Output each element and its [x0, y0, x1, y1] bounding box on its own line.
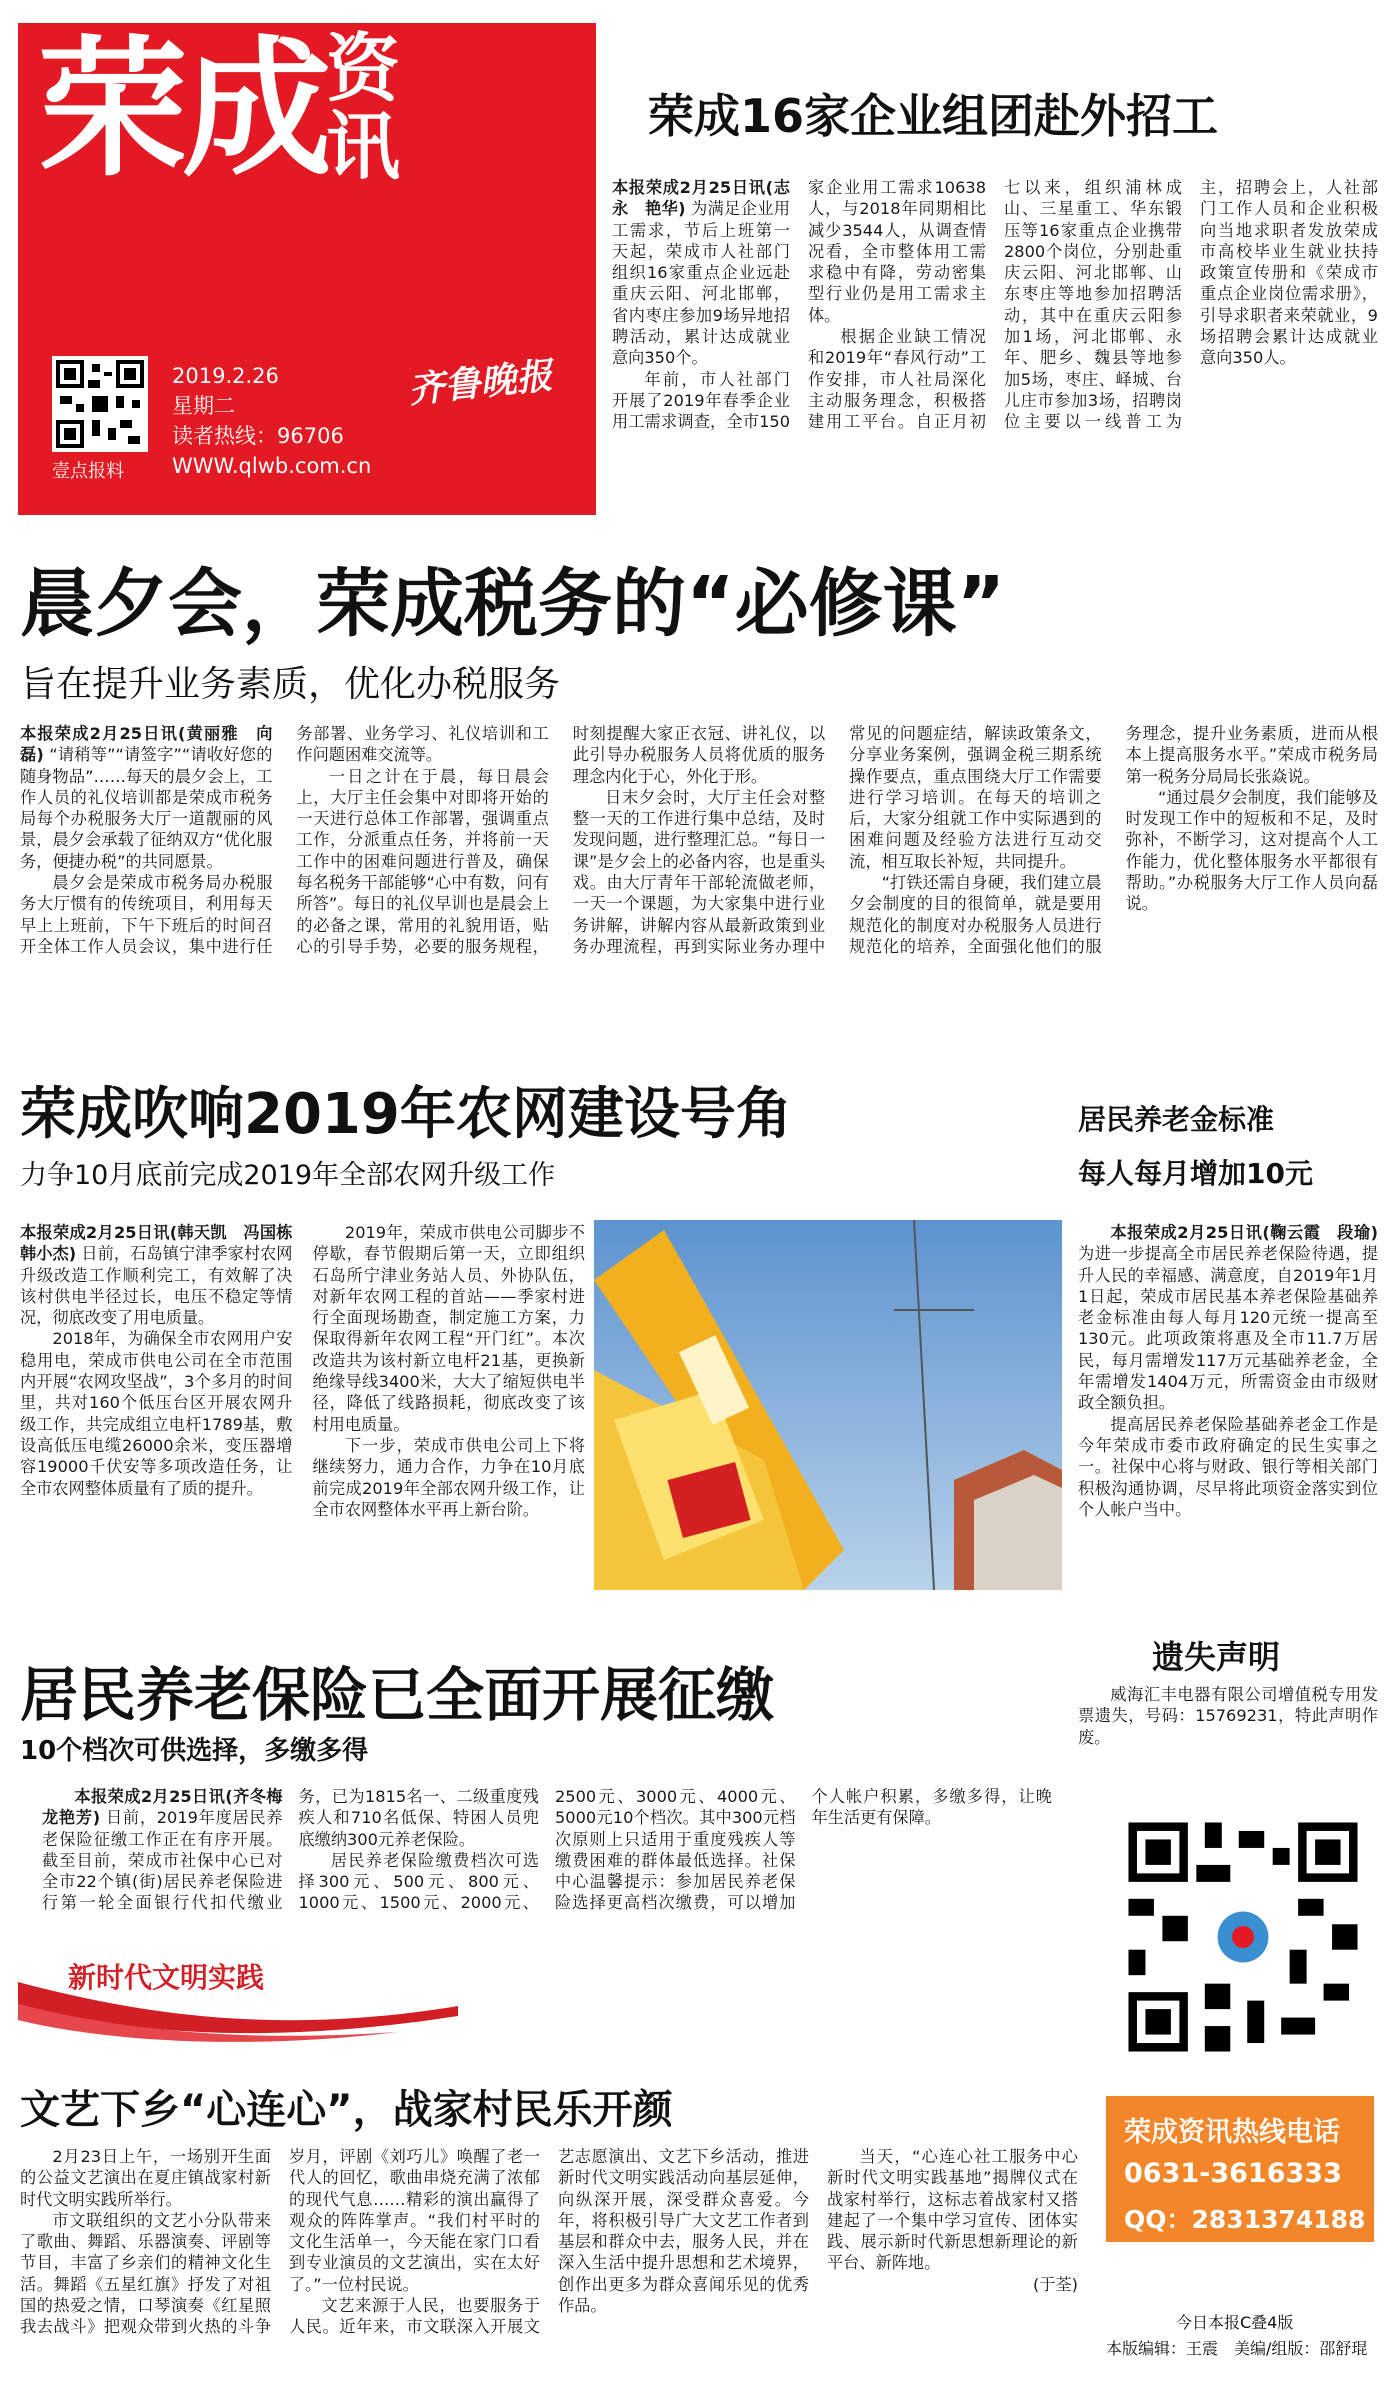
article2-paragraph: 日末夕会时，大厅主任会对整整一天的工作进行集中总结，及时发现问题，进行整理汇总。“每日一课”是夕会上的必备内容，也是重头戏。由大厅青年干部轮流做老师，一天一个课题，为大家集中进行业务讲解，讲解内容从最新政策到业务办理流程，再到实际业务办理中常见的问题症结，解读政策条文，分享业务案例，强调金税三期系统操作要点，重点围绕大厅工作需要进行学习培训。在每天的培训之后，大家分组就工作中实际遇到的困难问题及经验方法进行互动交流，相互取长补短，共同提升。 [572, 724, 1102, 956]
crane-photo-image [594, 1220, 1062, 1590]
article4-headline-line2: 每人每月增加10元 [1078, 1157, 1313, 1190]
masthead-title: 荣成资讯 [38, 30, 406, 190]
hotline-qq: QQ：2831374188 [1124, 2205, 1366, 2234]
article3-subhead: 力争10月底前完成2019年全部农网升级工作 [20, 1160, 556, 1191]
article3-paragraph: 2019年，荣成市供电公司脚步不停歇，春节假期后第一天，立即组织石岛所宁津业务站人员、外协队伍，对新年农网工程的首站——季家村进行全面现场勘查，制定施工方案，力保取得新年农网工程“开门红”。本次改造共为该村新立电杆21基，更换新绝缘导线3400米，大大了缩短供电半径，降低了线路损耗，彻底改变了该村用电质量。 [312, 1223, 585, 1434]
article2-body [20, 723, 1378, 1043]
article4-paragraph: 为进一步提高全市居民养老保险待遇，提升人民的幸福感、满意度，自2019年1月1日起，荣成市居民基本养老保险基础养老金标准由每人每月120元统一提高至130元。此项政策将惠及全市11.7万居民，每月需增发117万元基础养老金，全年需增发1404万元，所需资金由市级财政全额负担。 [1078, 1244, 1378, 1413]
article5-body [42, 1786, 1052, 1932]
banner-label: 新时代文明实践 [68, 1961, 265, 1994]
notice-body [1078, 1684, 1378, 1756]
article2-subhead: 旨在提升业务素质，优化办税服务 [20, 664, 561, 705]
article6-body [20, 2146, 1078, 2382]
article3-headline: 荣成吹响2019年农网建设号角 [20, 1082, 792, 1147]
article2-paragraph: “请稍等”“请签字”“请收好您的随身物品”……每天的晨夕会上，工作人员的礼仪培训都是荣成市税务局每个办税服务大厅一道靓丽的风景，晨夕会承载了征纳双方“优化服务，便捷办税”的共同愿景。 [20, 745, 273, 871]
article2-paragraph: 晨夕会是荣成市税务局办税服务大厅惯有的传统项目，利用每天早上上班前，下午下班后的时间召开全体工作人员会议，集中进行任务部署、业务学习、礼仪培训和工作问题困难交流等。 [20, 724, 549, 956]
article1-headline: 荣成16家企业组团赴外招工 [648, 89, 1219, 143]
article3-photo [594, 1220, 1062, 1590]
article2-paragraph: “打铁还需自身硬，我们建立晨夕会制度的目的很简单，就是要用规范化的制度对办税服务人员进行规范化的培养，全面强化他们的服务理念，提升业务素质，进而从根本上提高服务水平。”荣成市税务局第一税务分局局长张焱说。 [849, 724, 1378, 956]
article5-byline: 本报荣成2月25日讯(齐冬梅 龙艳芳) [42, 1787, 299, 1828]
article6-paragraph: 市文联组织的文艺小分队带来了歌曲、舞蹈、乐器演奏、评剧等节目，丰富了乡亲们的精神文化生活。舞蹈《五星红旗》抒发了对祖国的热爱之情，口琴演奏《红星照我去战斗》把观众带到火热的斗争岁月，评剧《刘巧儿》唤醒了老一代人的回忆，歌曲串烧充满了浓郁的现代气息……精彩的演出赢得了观众的阵阵掌声。“我们村平时的文化生活单一，今天能在家门口看到专业演员的文艺演出，实在太好了。”一位村民说。 [20, 2147, 540, 2337]
qr-caption: 壹点报料 [52, 461, 124, 482]
reader-hotline: 读者热线：96706 [172, 424, 344, 448]
article2-headline: 晨夕会，荣成税务的“必修课” [20, 561, 1006, 647]
article5-headline: 居民养老保险已全面开展征缴 [20, 1661, 775, 1729]
article2-paragraph: 一日之计在于晨，每日晨会上，大厅主任会集中对即将开始的一天进行总体工作部署，强调重点工作，分派重点任务，并将前一天工作中的困难问题进行普及，确保每名税务干部能够“心中有数，问有所答”。每日的礼仪早训也是晨会上的必备之课，常用的礼貌用语，贴心的引导手势，必要的服务规程，时刻提醒大家正衣冠、讲礼仪，以此引导办税服务人员将优质的服务理念内化于心，外化于形。 [296, 724, 826, 956]
article4-headline-line1: 居民养老金标准 [1078, 1103, 1275, 1136]
article5-paragraph: 日前，2019年度居民养老保险征缴工作正在有序开展。截至目前，荣成市社保中心已对全市22个镇(街)居民养老保险进行第一轮全面银行代扣代缴业务，已为1815名一、二级重度残疾人和710名低保、特困人员兜底缴纳300元养老保险。 [42, 1787, 539, 1913]
article1-paragraph: 年前，市人社部门开展了2019年春季企业用工需求调查，全市150家企业用工需求10638人，与2018年同期相比减少3544人，从调查情况看，全市整体用工需求稳中有降，劳动密集型行业仍是用工需求主体。 [612, 178, 986, 432]
qr-code-icon [52, 356, 148, 452]
website: WWW.qlwb.com.cn [172, 454, 372, 478]
masthead-title-sub: 资讯 [326, 26, 401, 190]
article3-body [20, 1222, 585, 1599]
issue-weekday: 星期二 [172, 394, 235, 418]
qr-code-icon [1120, 1814, 1366, 2060]
article2-paragraph: “通过晨夕会制度，我们能够及时发现工作中的短板和不足，及时弥补，不断学习，这对提高个人工作能力，优化整体服务水平都很有帮助。”办税服务大厅工作人员向磊说。 [1125, 787, 1378, 914]
article1-byline: 本报荣成2月25日讯(志永 艳华) [612, 178, 790, 219]
footer-today: 今日本报C叠4版 [1176, 2313, 1294, 2332]
notice-paragraph: 威海汇丰电器有限公司增值税专用发票遗失，号码：15769231，特此声明作废。 [1078, 1685, 1378, 1747]
article2-byline: 本报荣成2月25日讯(黄丽雅 向磊) [20, 724, 273, 765]
footer-editors: 本版编辑：王震 美编/组版：邵舒琨 [1106, 2339, 1368, 2358]
article6-paragraph: 2月23日上午，一场别开生面的公益文艺演出在夏庄镇战家村新时代文明实践所举行。 [20, 2147, 271, 2209]
article1-body [612, 177, 1378, 497]
article6-headline: 文艺下乡“心连心”，战家村民乐开颜 [20, 2087, 673, 2133]
issue-date: 2019.2.26 [172, 364, 279, 388]
article4-byline: 本报荣成2月25日讯(鞠云霞 段瑜) [1110, 1223, 1378, 1242]
article6-paragraph: 当天，“心连心社工服务中心新时代文明实践基地”揭牌仪式在战家村举行，这标志着战家村又搭建起了一个集中学习宣传、团体实践、展示新时代新思想新理论的新平台、新阵地。 [827, 2147, 1078, 2273]
article5-paragraph: 居民养老保险缴费档次可选择300元、500元、800元、1000元、1500元、2000元、2500元、3000元、4000元、5000元10个档次。其中300元档次原则上只适用于重度残疾人等缴费困难的群体最低选择。社保中心温馨提示：参加居民养老保险选择更高档次缴费，可以增加个人帐户积累，多缴多得，让晚年生活更有保障。 [298, 1787, 1052, 1913]
article1-paragraph: 根据企业缺工情况和2019年“春风行动”工作安排，市人社局深化主动服务理念，积极搭建用工平台。自正月初七以来，组织浦林成山、三星重工、华东锻压等16家重点企业携带2800个岗位，分别赴重庆云阳、河北邯郸、山东枣庄等地参加招聘活动，其中在重庆云阳参加1场，河北邯郸、永年、肥乡、魏县等地参加5场，枣庄、峄城、台儿庄市参加3场，招聘岗位主要以一线普工为主，招聘会上，人社部门工作人员和企业积极向当地求职者发放荣成市高校毕业生就业扶持政策宣传册和《荣成市重点企业岗位需求册》，引导求职者来荣就业，9场招聘会累计达成就业意向350人。 [808, 178, 1378, 432]
masthead-qr-code [52, 356, 148, 452]
hotline-title: 荣成资讯热线电话 [1124, 2117, 1340, 2148]
article5-subhead: 10个档次可供选择，多缴多得 [20, 1736, 369, 1766]
article3-paragraph: 日前，石岛镇宁津季家村农网升级改造工作顺利完工，有效解了决该村供电半径过长，电压不稳定等情况，彻底改变了用电质量。 [20, 1244, 293, 1328]
article1-paragraph: 为满足企业用工需求，节后上班第一天起，荣成市人社部门组织16家重点企业远赴重庆云阳、河北邯郸，省内枣庄参加9场异地招聘活动，累计达成就业意向350个。 [612, 199, 790, 368]
article3-paragraph: 下一步，荣成市供电公司上下将继续努力，通力合作，力争在10月底前完成2019年全部农网升级工作，让全市农网整体水平再上新台阶。 [312, 1435, 585, 1519]
article4-body [1078, 1222, 1378, 1600]
article3-byline: 本报荣成2月25日讯(韩天凯 冯国栋 韩小杰) [20, 1223, 309, 1264]
notice-title: 遗失声明 [1152, 1638, 1281, 1676]
newspaper-logo: 齐鲁晚报 [406, 354, 555, 412]
article6-paragraph: 文艺来源于人民，也要服务于人民。近年来，市文联深入开展文艺志愿演出、文艺下乡活动，推进新时代文明实践活动向基层延伸，向纵深开展，深受群众喜爱。今年，将积极引导广大文艺工作者到基层和群众中去，服务人民，并在深入生活中提升思想和艺术境界，创作出更多为群众喜闻乐见的优秀作品。 [289, 2147, 809, 2337]
wechat-qr-code [1120, 1814, 1366, 2060]
article6-author: (于荃) [1032, 2274, 1078, 2294]
article4-paragraph: 提高居民养老保险基础养老金工作是今年荣成市委市政府确定的民生实事之一。社保中心将与财政、银行等相关部门积极沟通协调，尽早将此项资金落实到位个人帐户当中。 [1078, 1414, 1378, 1519]
hotline-phone: 0631-3616333 [1124, 2158, 1342, 2189]
article3-paragraph: 2018年，为确保全市农网用户安稳用电，荣成市供电公司在全市范围内开展“农网攻坚战”，3个多月的时间里，共对160个低压台区开展农网升级工作，共完成组立电杆1789基，敷设高低压电缆26000余米，变压器增容19000千伏安等多项改造任务，让全市农网整体质量有了质的提升。 [20, 1329, 293, 1498]
